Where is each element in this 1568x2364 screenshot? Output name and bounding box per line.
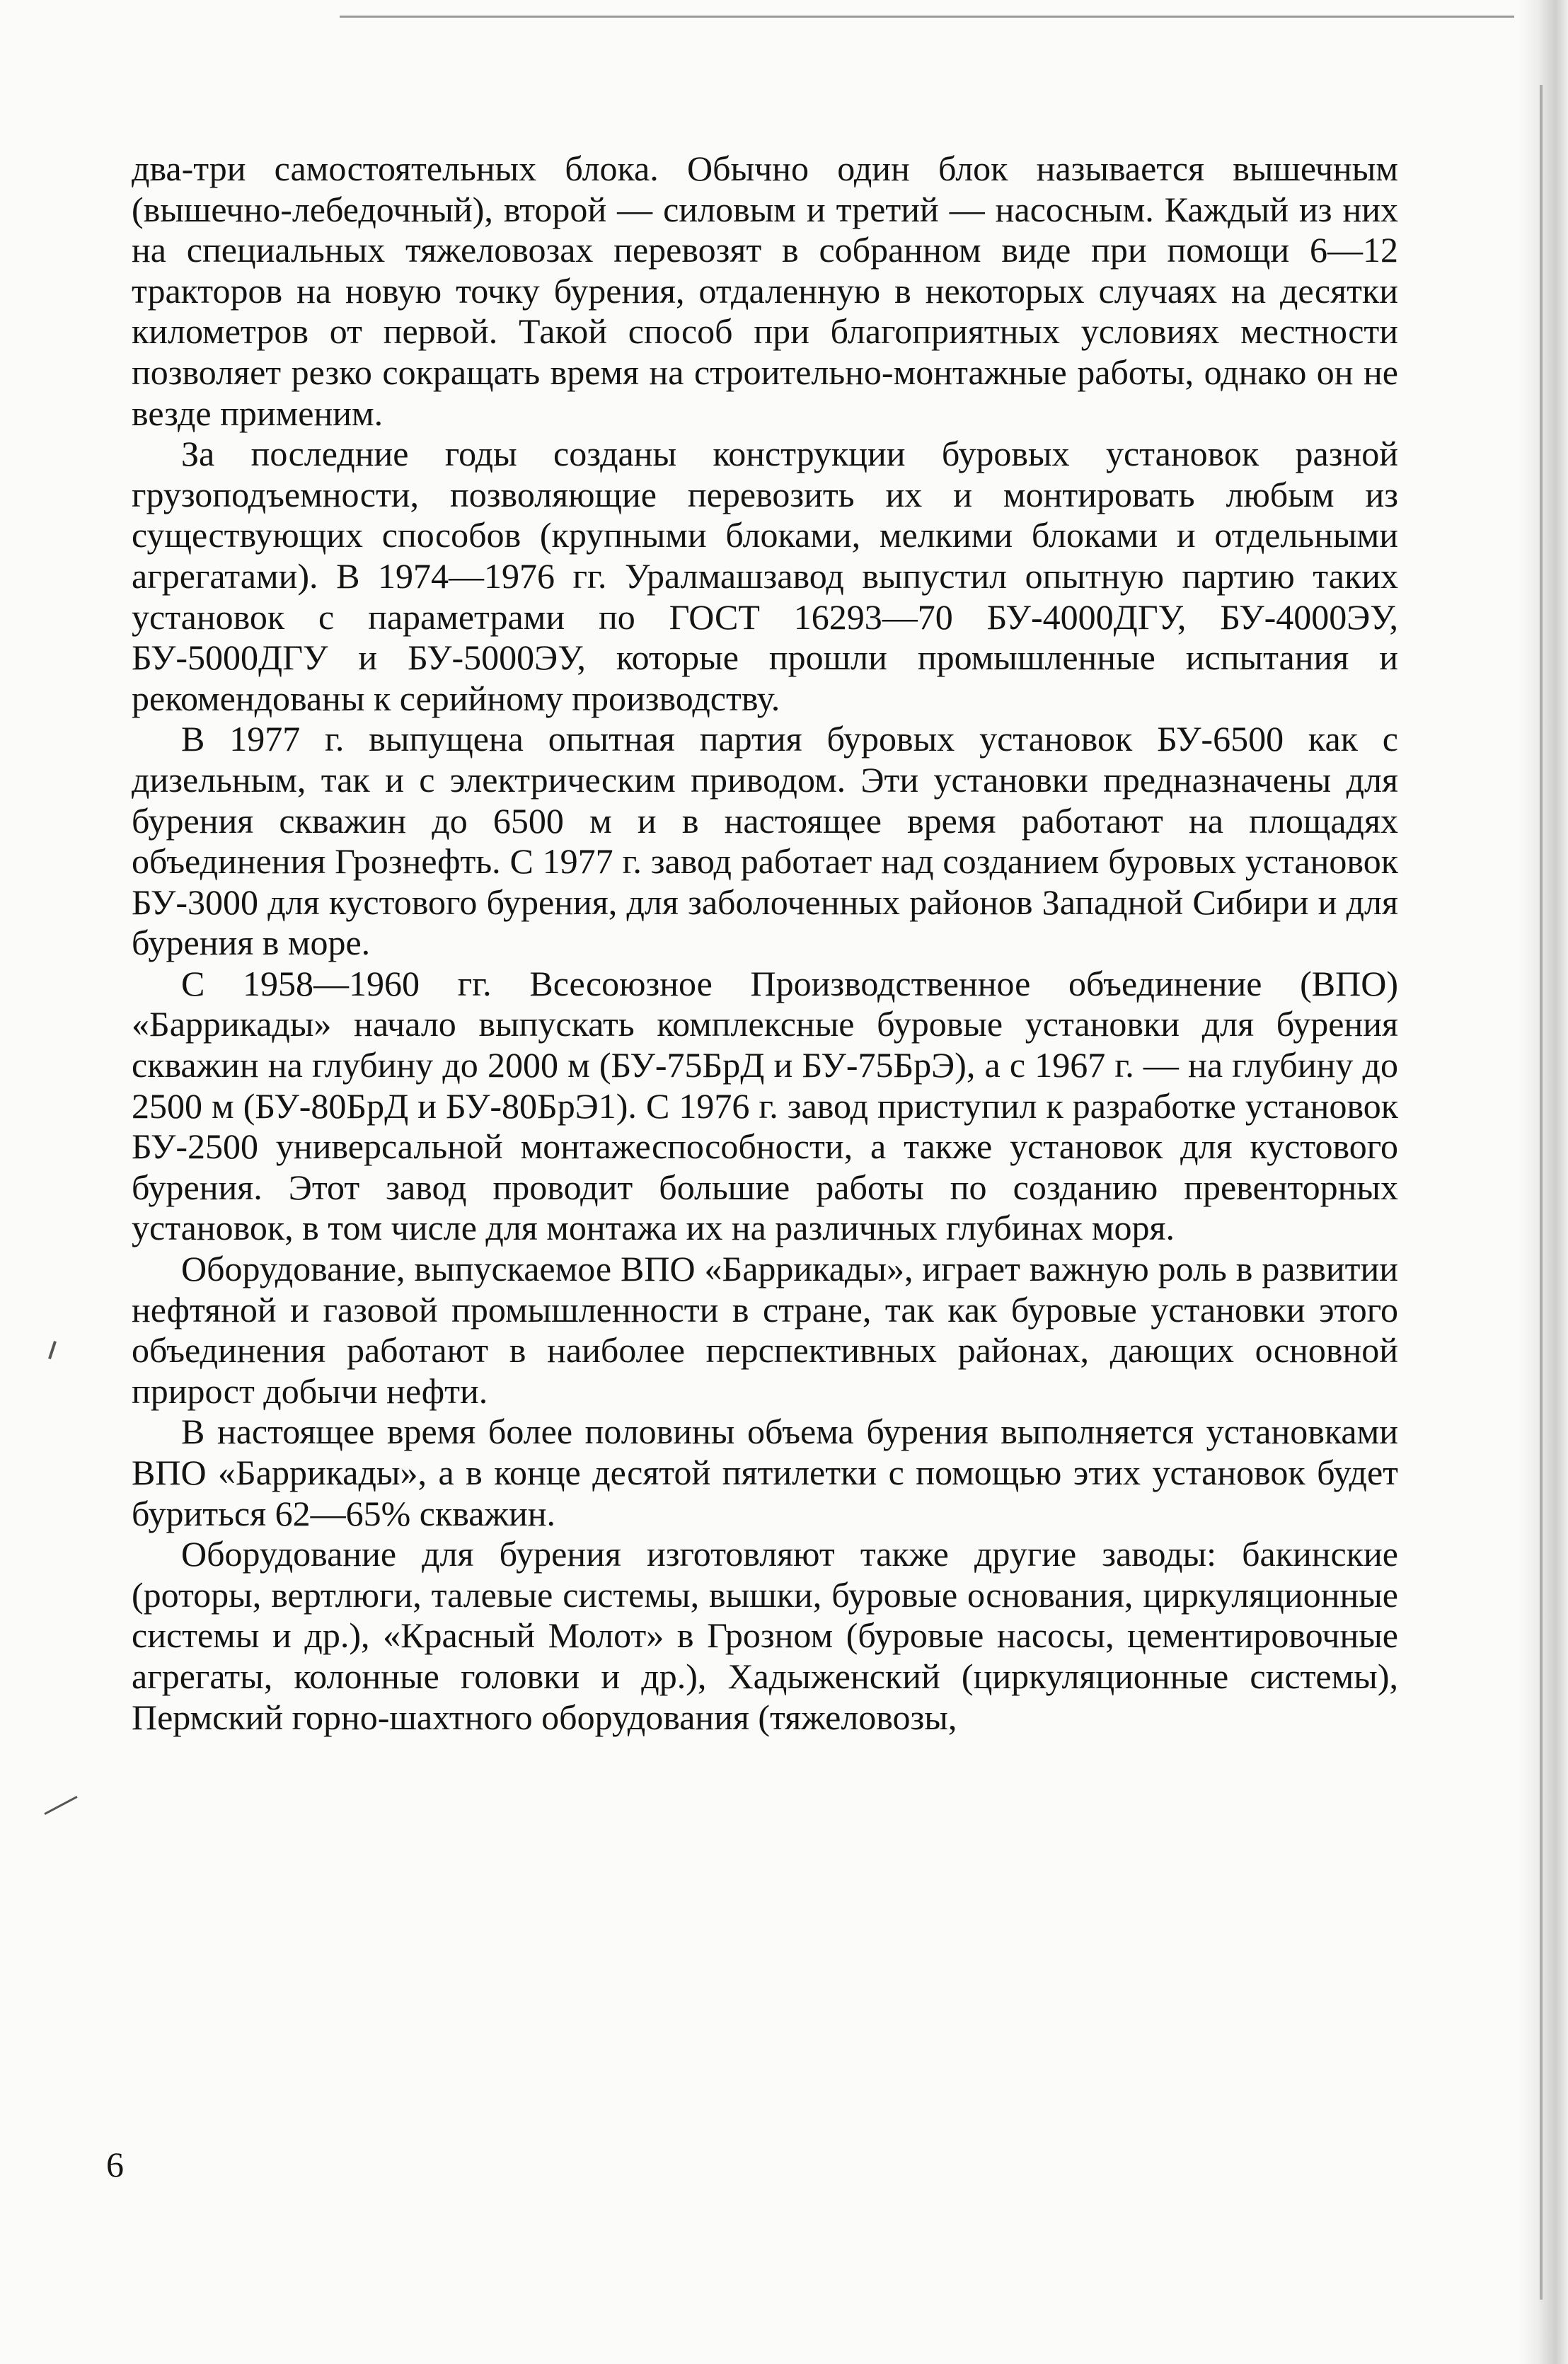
binding-edge-line	[1540, 85, 1543, 2300]
paragraph: В 1977 г. выпущена опытная партия буровых установок БУ-6500 как с дизельным, так и с электрическим приводом. Эти установки предназначены для бурения скважин до 6500 м и в настоящее время работают на площадях объединения Грознефть. С 1977 г. завод работает над созданием буровых установок БУ-3000 для кустового бурения, для заболоченных районов Западной Сибири и для бурения в море.	[132, 719, 1398, 963]
paragraph: За последние годы созданы конструкции буровых установок разной грузоподъемности, позволяющие перевозить их и монтировать любым из существующих способов (крупными блоками, мелкими блоками и отдельными агрегатами). В 1974—1976 гг. Уралмашзавод выпустил опытную партию таких установок с параметрами по ГОСТ 16293—70 БУ-4000ДГУ, БУ-4000ЭУ, БУ-5000ДГУ и БУ-5000ЭУ, которые прошли промышленные испытания и рекомендованы к серийному производству.	[132, 434, 1398, 718]
margin-pencil-mark	[48, 1341, 57, 1359]
paragraph: С 1958—1960 гг. Всесоюзное Производственное объединение (ВПО) «Баррикады» начало выпускать комплексные буровые установки для бурения скважин на глубину до 2000 м (БУ-75БрД и БУ-75БрЭ), а с 1967 г. — на глубину до 2500 м (БУ-80БрД и БУ-80БрЭ1). С 1976 г. завод приступил к разработке установок БУ-2500 универсальной монтажеспособности, а также установок для кустового бурения. Этот завод проводит большие работы по созданию превенторных установок, в том числе для монтажа их на различных глубинах моря.	[132, 963, 1398, 1248]
top-rule	[340, 16, 1514, 18]
binding-edge-shadow	[1518, 0, 1568, 2364]
paragraph: Оборудование для бурения изготовляют также другие заводы: бакинские (роторы, вертлюги, талевые системы, вышки, буровые основания, циркуляционные системы и др.), «Красный Молот» в Грозном (буровые насосы, цементировочные агрегаты, колонные головки и др.), Хадыженский (циркуляционные системы), Пермский горно-шахтного оборудования (тяжеловозы,	[132, 1534, 1398, 1737]
body-text	[132, 149, 1398, 1738]
page-number: 6	[106, 2145, 124, 2184]
margin-pencil-mark	[44, 1796, 77, 1815]
paragraph: В настоящее время более половины объема бурения выполняется установками ВПО «Баррикады», а в конце десятой пятилетки с помощью этих установок будет буриться 62—65% скважин.	[132, 1412, 1398, 1533]
paragraph: Оборудование, выпускаемое ВПО «Баррикады», играет важную роль в развитии нефтяной и газовой промышленности в стране, так как буровые установки этого объединения работают в наиболее перспективных районах, дающих основной прирост добычи нефти.	[132, 1249, 1398, 1411]
paragraph: два-три самостоятельных блока. Обычно один блок называется вышечным (вышечно-лебедочный), второй — силовым и третий — насосным. Каждый из них на специальных тяжеловозах перевозят в собранном виде при помощи 6—12 тракторов на новую точку бурения, отдаленную в некоторых случаях на десятки километров от первой. Такой способ при благоприятных условиях местности позволяет резко сокращать время на строительно-монтажные работы, однако он не везде применим.	[132, 149, 1398, 433]
